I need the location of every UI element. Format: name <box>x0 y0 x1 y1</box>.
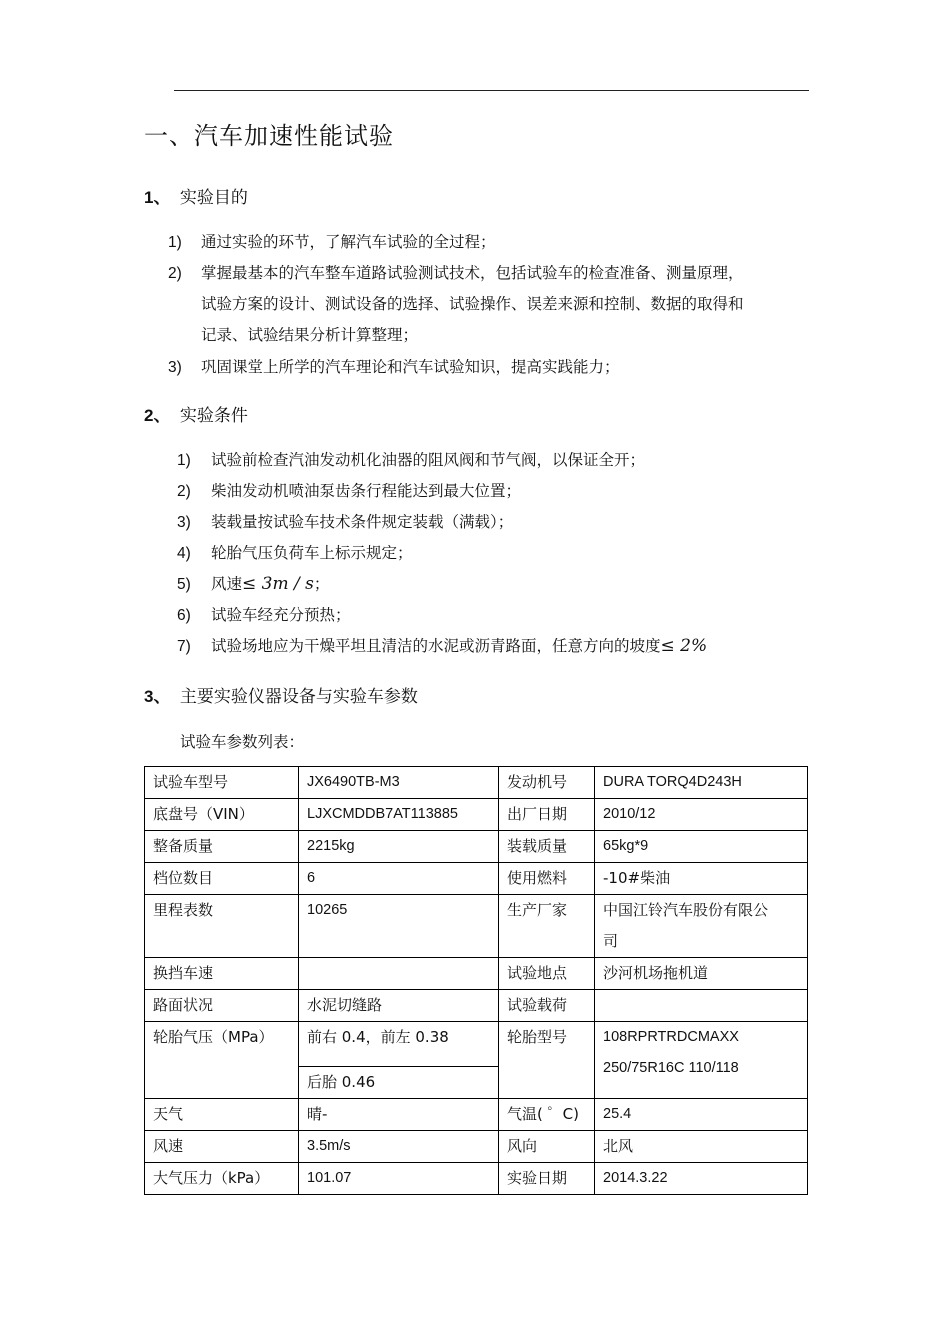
vin-label: 底盘号（VIN） <box>145 799 299 831</box>
item-index: 3) <box>168 359 182 376</box>
curb-mass-value: 2215kg <box>299 831 499 863</box>
vehicle-parameters-table <box>144 766 808 1195</box>
tire-type-label: 轮胎型号 <box>499 1022 595 1099</box>
shift-speed-label: 换挡车速 <box>145 958 299 990</box>
vin-value: LJXCMDDB7AT113885 <box>299 799 499 831</box>
maker-value <box>595 895 808 958</box>
item-text <box>211 569 329 600</box>
tire-type-line-1: 108RPRTRDCMAXX <box>603 1029 739 1045</box>
test-date-label: 实验日期 <box>499 1163 595 1195</box>
item-text: 巩固课堂上所学的汽车理论和汽车试验知识，提高实践能力； <box>201 358 620 376</box>
item-text-line-1: 掌握最基本的汽车整车道路试验测试技术，包括试验车的检查准备、测量原理， <box>201 264 744 282</box>
table-row <box>145 1163 808 1195</box>
table-row <box>145 831 808 863</box>
load-mass-value: 65kg*9 <box>595 831 808 863</box>
gears-label: 档位数目 <box>145 863 299 895</box>
item-index: 3) <box>177 514 191 531</box>
tire-pressure-label: 轮胎气压（MPa） <box>145 1022 299 1099</box>
item-index: 5) <box>177 576 191 593</box>
maker-line-1: 中国江铃汽车股份有限公 <box>603 901 769 919</box>
wind-speed-value: 3.5m/s <box>299 1131 499 1163</box>
item-index: 1) <box>168 234 182 251</box>
item-text: 轮胎气压负荷车上标示规定； <box>211 544 413 562</box>
test-date-value: 2014.3.22 <box>595 1163 808 1195</box>
item-text: 装载量按试验车技术条件规定装载（满载）； <box>211 513 514 531</box>
item-index: 2) <box>177 483 191 500</box>
weather-value: 晴- <box>299 1099 499 1131</box>
model-label: 试验车型号 <box>145 767 299 799</box>
curb-mass-label: 整备质量 <box>145 831 299 863</box>
maker-line-2: 司 <box>603 932 619 950</box>
maker-label: 生产厂家 <box>499 895 595 958</box>
item-index: 2) <box>168 265 182 282</box>
tire-type-value <box>595 1022 808 1099</box>
odometer-value: 10265 <box>299 895 499 958</box>
item-text-prefix: 风速 <box>211 575 243 593</box>
odometer-label: 里程表数 <box>145 895 299 958</box>
item-text-suffix: ； <box>313 575 330 593</box>
table-row <box>145 799 808 831</box>
item-index: 1) <box>177 452 191 469</box>
item-text: 试验前检查汽油发动机化油器的阻风阀和节气阀，以保证全开； <box>211 451 646 469</box>
gears-value: 6 <box>299 863 499 895</box>
section-title: 实验条件 <box>179 406 248 426</box>
item-index: 6) <box>177 607 191 624</box>
section-heading-conditions <box>144 401 248 426</box>
table-row <box>145 1022 808 1067</box>
section-heading-equipment <box>144 682 418 707</box>
site-label: 试验地点 <box>499 958 595 990</box>
wind-speed-formula: ≤ 3m / s <box>242 574 314 594</box>
wind-speed-label: 风速 <box>145 1131 299 1163</box>
engine-label: 发动机号 <box>499 767 595 799</box>
table-row <box>145 767 808 799</box>
temperature-label: 气温( ゜C) <box>499 1099 595 1131</box>
table-row <box>145 1099 808 1131</box>
item-text-line-3: 记录、试验结果分析计算整理； <box>201 326 419 344</box>
item-text-line-2: 试验方案的设计、测试设备的选择、试验操作、误差来源和控制、数据的取得和 <box>201 295 744 313</box>
section-title: 实验目的 <box>179 188 248 208</box>
item-text: 通过实验的环节，了解汽车试验的全过程； <box>201 233 496 251</box>
slope-formula: ≤ 2% <box>660 636 708 656</box>
engine-value: DURA TORQ4D243H <box>595 767 808 799</box>
test-load-label: 试验载荷 <box>499 990 595 1022</box>
item-index: 4) <box>177 545 191 562</box>
table-row <box>145 1131 808 1163</box>
model-value: JX6490TB-M3 <box>299 767 499 799</box>
item-text: 柴油发动机喷油泵齿条行程能达到最大位置； <box>211 482 522 500</box>
table-row <box>145 863 808 895</box>
chapter-title: 一、汽车加速性能试验 <box>144 122 394 150</box>
road-value: 水泥切缝路 <box>299 990 499 1022</box>
weather-label: 天气 <box>145 1099 299 1131</box>
date-label: 出厂日期 <box>499 799 595 831</box>
item-text: 试验车经充分预热； <box>211 606 351 624</box>
tire-pressure-rear: 后胎 0.46 <box>299 1067 499 1099</box>
wind-direction-value: 北风 <box>595 1131 808 1163</box>
table-row <box>145 895 808 958</box>
section-title: 主要实验仪器设备与实验车参数 <box>179 687 418 707</box>
section-number: 1、 <box>144 188 171 207</box>
test-load-value <box>595 990 808 1022</box>
date-value: 2010/12 <box>595 799 808 831</box>
fuel-label: 使用燃料 <box>499 863 595 895</box>
section-number: 2、 <box>144 406 171 425</box>
pressure-label: 大气压力（kPa） <box>145 1163 299 1195</box>
wind-direction-label: 风向 <box>499 1131 595 1163</box>
fuel-value: -10#柴油 <box>595 863 808 895</box>
item-index: 7) <box>177 638 191 655</box>
load-mass-label: 装载质量 <box>499 831 595 863</box>
tire-pressure-front: 前右 0.4，前左 0.38 <box>299 1022 499 1067</box>
site-value: 沙河机场拖机道 <box>595 958 808 990</box>
tire-type-line-2: 250/75R16C 110/118 <box>603 1060 739 1076</box>
road-label: 路面状况 <box>145 990 299 1022</box>
item-text <box>211 631 707 662</box>
pressure-value: 101.07 <box>299 1163 499 1195</box>
item-text-prefix: 试验场地应为干燥平坦且清洁的水泥或沥青路面，任意方向的坡度 <box>211 637 661 655</box>
header-rule <box>174 90 809 91</box>
section-number: 3、 <box>144 687 171 706</box>
section-heading-goal <box>144 183 248 208</box>
table-row <box>145 990 808 1022</box>
table-row <box>145 958 808 990</box>
temperature-value: 25.4 <box>595 1099 808 1131</box>
table-caption: 试验车参数列表： <box>180 733 305 751</box>
shift-speed-value <box>299 958 499 990</box>
